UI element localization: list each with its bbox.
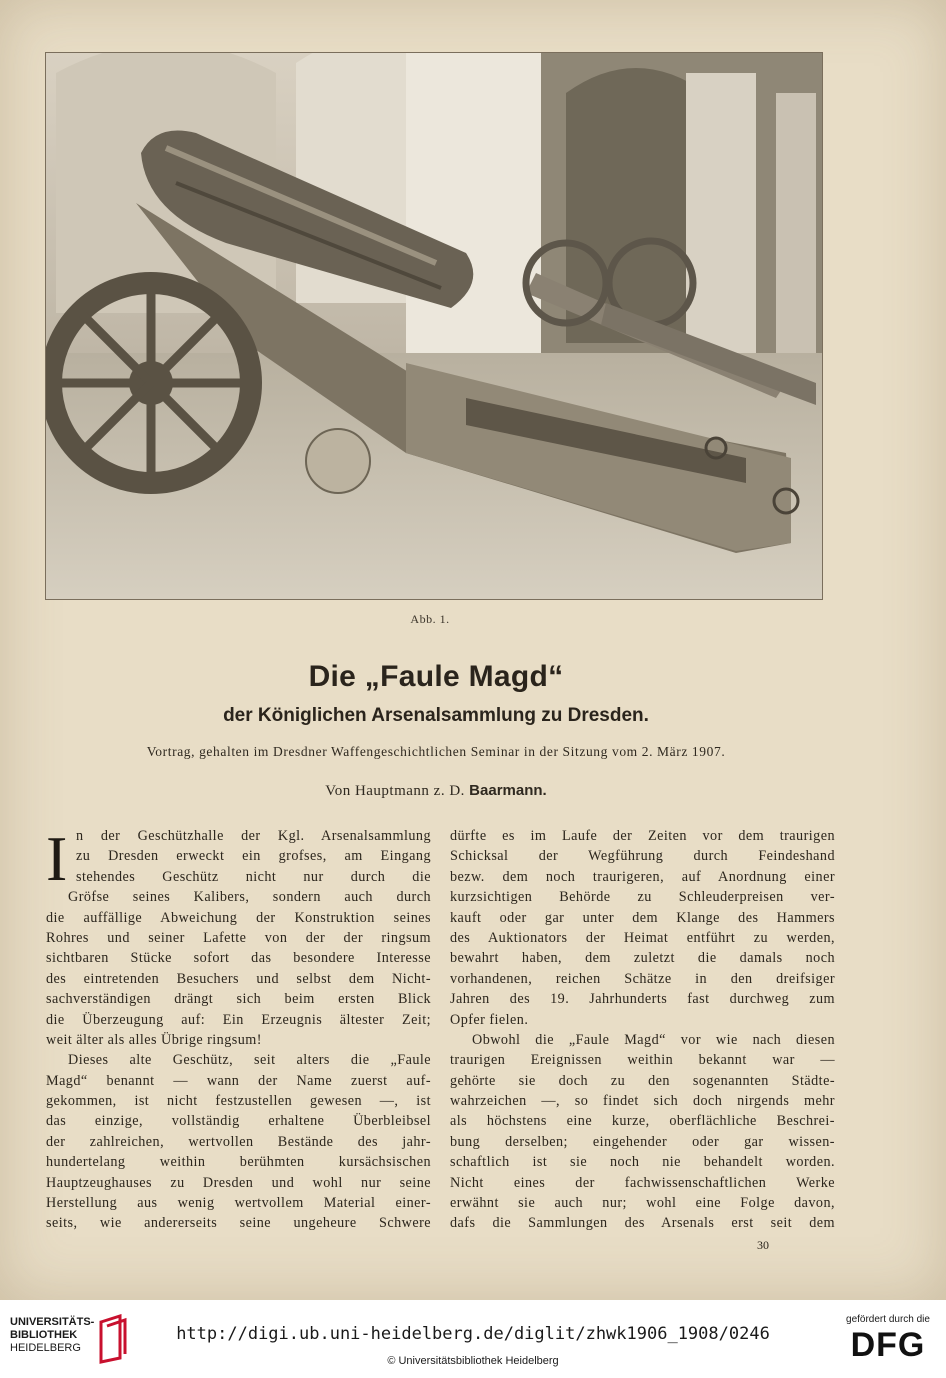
funding-note: gefördert durch die: [846, 1314, 930, 1325]
library-name-line1: UNIVERSITÄTS-: [10, 1316, 95, 1328]
text-line: Jahren des 19. Jahrhunderts fast durchweg zum: [450, 991, 835, 1008]
page-number: 30: [757, 1238, 769, 1252]
text-line: Magd“ benannt — wann der Name zuerst auf-: [46, 1072, 431, 1089]
article-title: Die „Faule Magd“: [308, 660, 564, 693]
text-line: als höchstens eine kurze, oberflächliche Beschrei-: [450, 1113, 835, 1130]
text-line: erwähnt sie auch nur; wohl eine Folge davon,: [450, 1195, 835, 1212]
text-line: bewahrt haben, dem zuletzt die damals noch: [450, 950, 835, 967]
cannon-illustration: [46, 53, 822, 599]
text-line: gekommen, ist nicht festzustellen gewesen —, ist: [46, 1093, 431, 1110]
text-line: des eintretenden Besuchers und selbst dem Nicht-: [46, 970, 431, 987]
text-line: kauft oder gar unter dem Klange des Hammers: [450, 909, 835, 926]
lecture-note: Vortrag, gehalten im Dresdner Waffengeschichtlichen Seminar in der Sitzung vom 2. März 1907.: [146, 744, 726, 759]
text-line: sachverständigen drängt sich beim ersten Blick: [46, 991, 431, 1008]
permalink-url[interactable]: http://digi.ub.uni-heidelberg.de/diglit/zhwk1906_1908/0246: [176, 1324, 770, 1344]
text-line: Rohres und seiner Lafette von der der ringsum: [46, 929, 431, 946]
text-line: Opfer fielen.: [450, 1011, 529, 1028]
library-name-line3: HEIDELBERG: [10, 1342, 81, 1354]
text-line: des Auktionators der Heimat entführt zu werden,: [450, 929, 835, 946]
library-name-line2: BIBLIOTHEK: [10, 1329, 78, 1341]
text-line: sichtbaren Stücke sofort das besondere Interesse: [46, 950, 431, 967]
text-line: Hauptzeughauses zu Dresden und wohl nur seine: [46, 1174, 431, 1191]
text-line: Dieses alte Geschütz, seit alters die „Faule: [68, 1052, 431, 1069]
text-line: die auffällige Abweichung der Konstruktion seines: [46, 909, 431, 926]
text-line: bung derselben; eingehender oder gar wissen-: [450, 1133, 835, 1150]
text-line: Herstellung aus wenig wertvollem Material einer-: [46, 1195, 431, 1212]
drop-cap: I: [46, 823, 68, 894]
copyright-notice: © Universitätsbibliothek Heidelberg: [387, 1355, 559, 1367]
text-line: hundertelang weithin berühmten kursächsischen: [46, 1154, 431, 1171]
text-line: weit älter als alles Übrige ringsum!: [46, 1031, 262, 1048]
author-name: Baarmann.: [469, 782, 547, 799]
article-subtitle: der Königlichen Arsenalsammlung zu Dresden.: [223, 705, 649, 726]
text-line: gehörte sie doch zu den sogenannten Städte-: [450, 1072, 835, 1089]
cannon-photograph: [45, 52, 823, 600]
text-line: n der Geschützhalle der Kgl. Arsenalsammlung: [76, 828, 431, 844]
text-line: vorhandenen, reichen Schätze in den dreifsiger: [450, 970, 835, 987]
text-line: dürfte es im Laufe der Zeiten vor dem traurigen: [450, 828, 835, 844]
dfg-logo[interactable]: DFG: [850, 1326, 926, 1364]
text-line: kurzsichtigen Behörde zu Schleuderpreisen ver-: [450, 889, 835, 906]
text-line: dafs die Sammlungen des Arsenals erst seit dem: [450, 1215, 835, 1232]
text-line: schaftlich ist sie noch nie behandelt worden.: [450, 1154, 835, 1171]
text-line: das einzige, vollständig erhaltene Überbleibsel: [46, 1113, 431, 1130]
text-line: die Überzeugung auf: Ein Erzeugnis ältester Zeit;: [46, 1011, 431, 1028]
byline: [0, 782, 872, 800]
text-line: Nicht eines der fachwissenschaftlichen Werke: [450, 1174, 835, 1191]
right-column: [450, 826, 835, 1234]
text-line: wahrzeichen —, so findet sich doch nirgends mehr: [450, 1093, 835, 1110]
text-line: der zahlreichen, wertvollen Bestände des jahr-: [46, 1133, 431, 1150]
text-line: Gröfse seines Kalibers, sondern auch durch: [68, 889, 431, 906]
text-line: bezw. dem noch traurigeren, auf Anordnung einer: [450, 868, 835, 885]
figure-caption: Abb. 1.: [410, 612, 450, 626]
text-line: stehendes Geschütz nicht nur durch die: [76, 868, 431, 885]
text-line: Schicksal der Wegführung durch Feindeshand: [450, 848, 835, 865]
byline-prefix: Von Hauptmann z. D.: [325, 783, 465, 799]
text-line: seits, wie andererseits seine ungeheure Schwere: [46, 1215, 431, 1232]
left-column: [46, 823, 431, 1234]
text-line: Obwohl die „Faule Magd“ vor wie nach diesen: [472, 1031, 835, 1048]
text-line: traurigen Ereignissen weithin bekannt war —: [450, 1052, 835, 1069]
text-line: zu Dresden erweckt ein grofses, am Eingang: [76, 848, 431, 865]
footer-bar: [0, 1300, 946, 1378]
